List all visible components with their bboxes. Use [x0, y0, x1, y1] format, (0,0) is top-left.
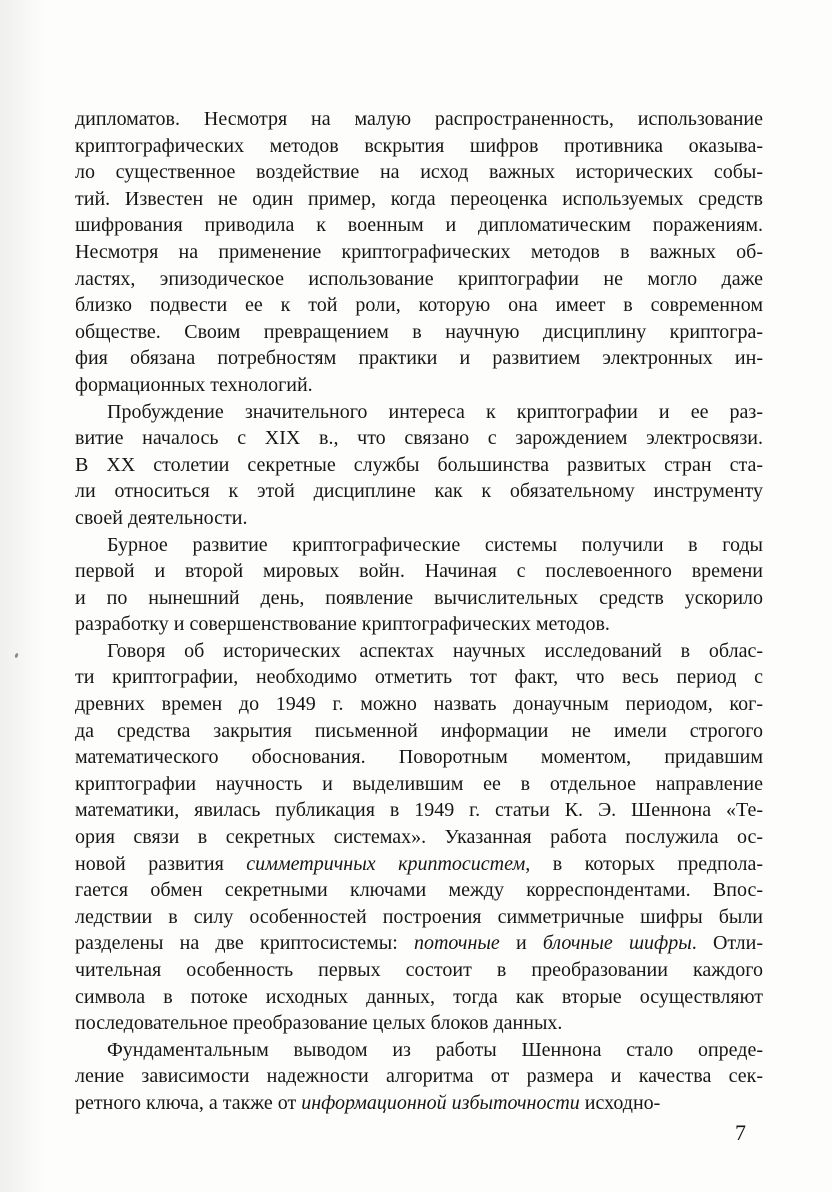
- text-line: своей деятельности.: [75, 506, 248, 529]
- text-line: шифрования приводила к военным и дипломатическим поражениям.: [75, 214, 763, 237]
- paragraph: [75, 399, 763, 532]
- paragraph: [75, 1037, 763, 1117]
- page-text: [75, 106, 763, 1117]
- text-line: ли относиться к этой дисциплине как к обязательному инструменту: [75, 480, 763, 503]
- text-line: символа в потоке исходных данных, тогда как вторые осуществляют: [75, 985, 763, 1008]
- text-line: Бурное развитие криптографические системы получили в годы: [107, 533, 763, 556]
- text-line: первой и второй мировых войн. Начиная с послевоенного времени: [75, 560, 763, 583]
- text-line: криптографических методов вскрытия шифров противника оказыва-: [75, 134, 763, 157]
- text-line: чительная особенность первых состоит в преобразовании каждого: [75, 959, 763, 981]
- text-line: близко подвести ее к той роли, которую она имеет в современном: [75, 294, 763, 317]
- page-number: 7: [735, 1120, 746, 1145]
- text-line: Фундаментальным выводом из работы Шеннона стало опреде-: [107, 1038, 763, 1061]
- text-line: последовательное преобразование целых блоков данных.: [75, 1012, 563, 1035]
- paragraph: [75, 638, 763, 1037]
- text-line: разделены на две криптосистемы: поточные и блочные шифры. Отли-: [75, 932, 764, 955]
- text-line: обществе. Своим превращением в научную дисциплину криптогра-: [75, 320, 763, 343]
- text-line: криптографии научность и выделившим ее в отдельное направление: [75, 772, 763, 795]
- paragraph: [75, 532, 763, 638]
- text-line: древних времен до 1949 г. можно назвать донаучным периодом, ког-: [75, 693, 763, 716]
- text-line: Пробуждение значительного интереса к криптографии и ее раз-: [107, 400, 763, 423]
- text-line: ластях, эпизодическое использование криптографии не могло даже: [75, 267, 763, 290]
- text-line: дипломатов. Несмотря на малую распространенность, использование: [75, 108, 763, 130]
- text-line: да средства закрытия письменной информации не имели строгого: [75, 719, 763, 742]
- scan-edge-shadow: [0, 0, 46, 1192]
- text-line: новой развития симметричных криптосистем, в которых предпола-: [75, 852, 764, 875]
- text-line: фия обязана потребностям практики и развитием электронных ин-: [75, 347, 763, 370]
- text-line: разработку и совершенствование криптографических методов.: [75, 613, 610, 636]
- text-line: формационных технологий.: [75, 373, 313, 396]
- text-line: ло существенное воздействие на исход важных исторических собы-: [75, 161, 763, 184]
- text-line: гается обмен секретными ключами между корреспондентами. Впос-: [75, 879, 763, 902]
- text-line: ория связи в секретных системах». Указанная работа послужила ос-: [75, 826, 763, 849]
- text-line: математики, явилась публикация в 1949 г. статьи К. Э. Шеннона «Те-: [75, 799, 763, 822]
- text-line: В XX столетии секретные службы большинства развитых стран ста-: [75, 453, 763, 476]
- text-line: Несмотря на применение криптографических методов в важных об-: [75, 240, 763, 263]
- text-line: тий. Известен не один пример, когда переоценка используемых средств: [75, 187, 763, 210]
- paragraph: [75, 106, 763, 399]
- text-line: Говоря об исторических аспектах научных исследований в облас-: [107, 639, 763, 662]
- text-line: ледствии в силу особенностей построения симметричные шифры были: [75, 905, 763, 928]
- text-line: и по нынешний день, появление вычислительных средств ускорило: [75, 586, 763, 609]
- text-line: математического обоснования. Поворотным моментом, придавшим: [75, 746, 763, 769]
- text-line: ретного ключа, а также от информационной избыточности исходно-: [75, 1091, 661, 1114]
- text-line: ти криптографии, необходимо отметить тот факт, что весь период с: [75, 666, 763, 689]
- text-line: ление зависимости надежности алгоритма от размера и качества сек-: [75, 1065, 763, 1088]
- text-line: витие началось с XIX в., что связано с зарождением электросвязи.: [75, 427, 763, 450]
